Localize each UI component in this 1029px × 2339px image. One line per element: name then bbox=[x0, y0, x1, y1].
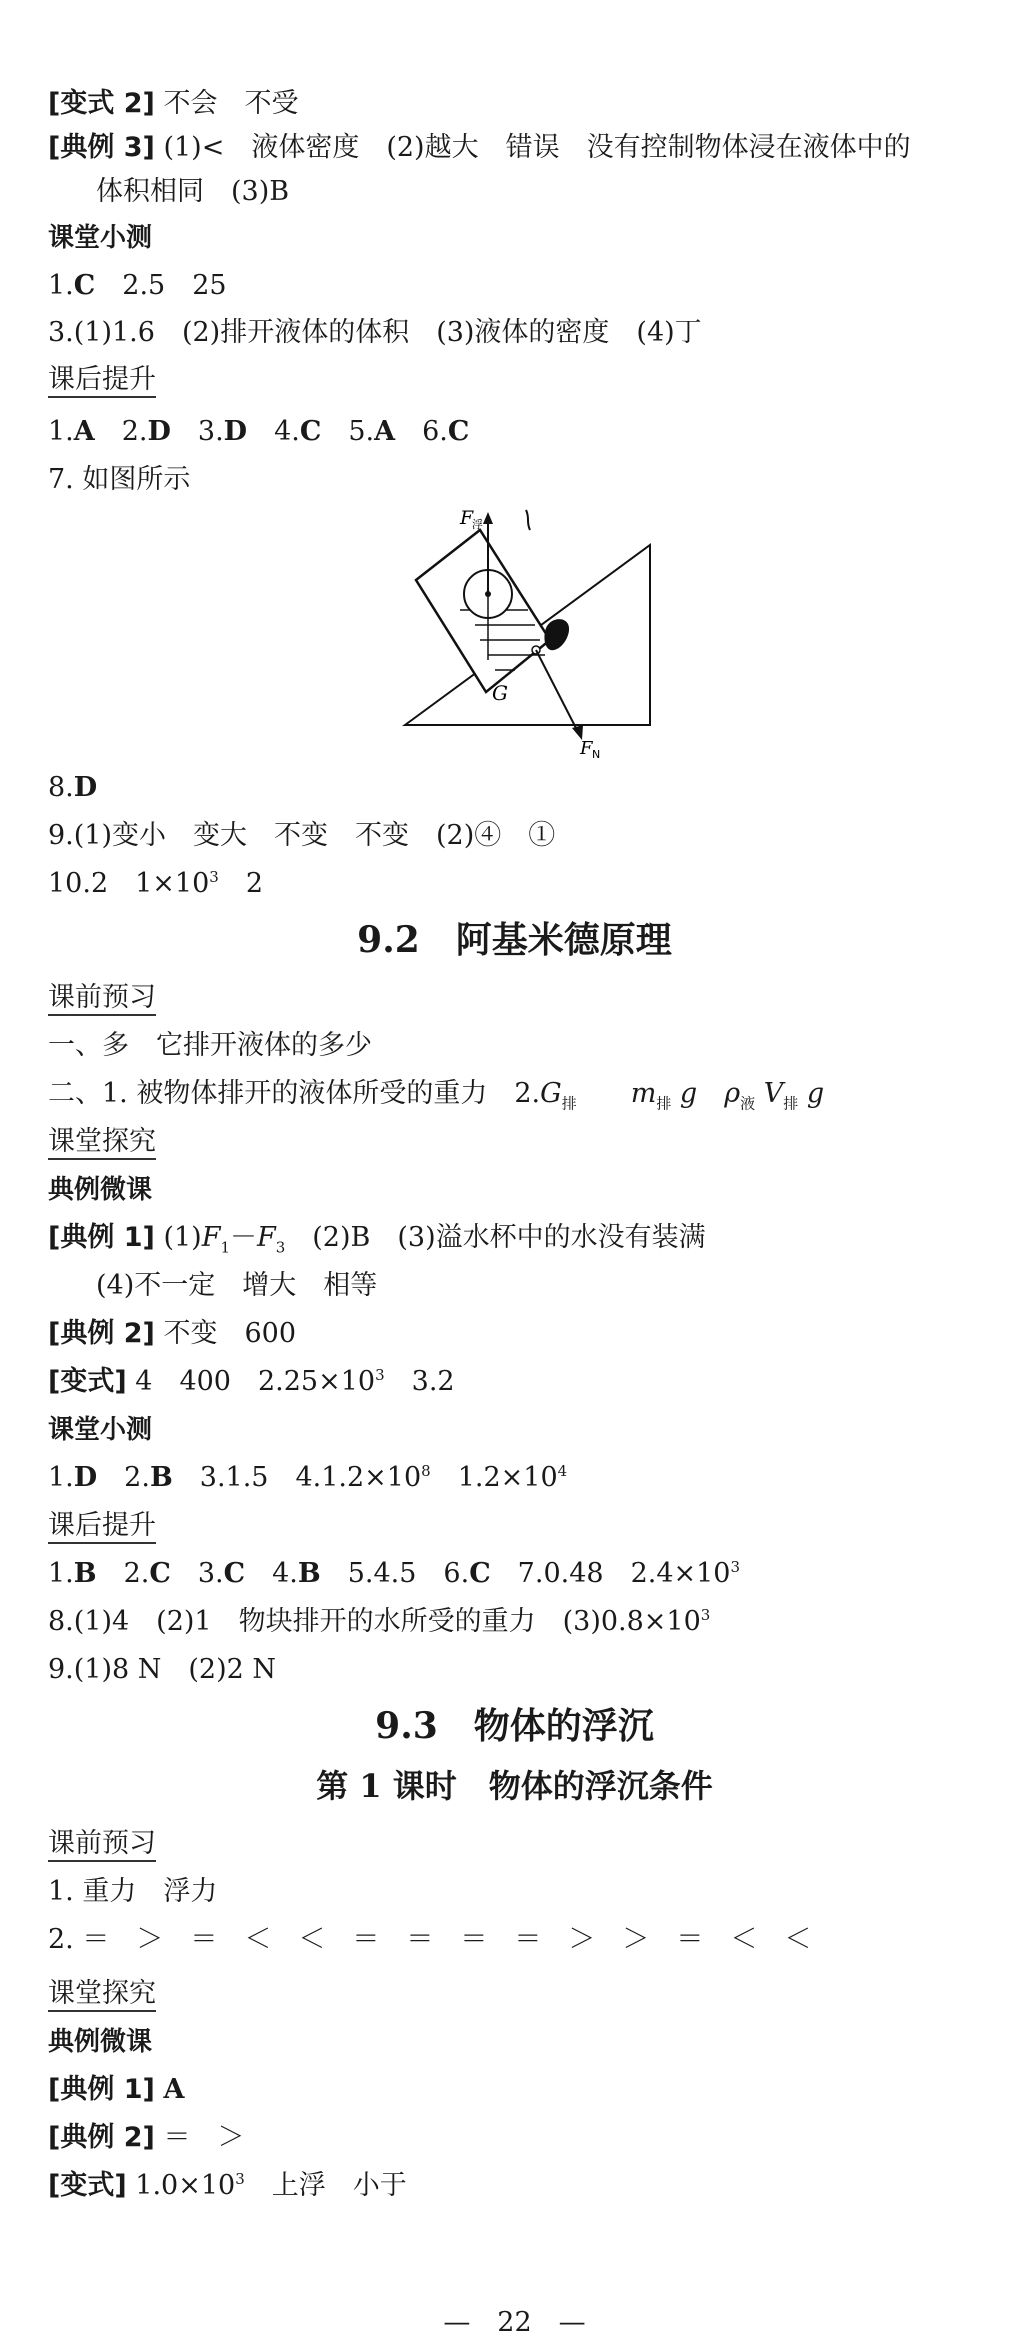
choice: D bbox=[73, 772, 98, 803]
quiz-answers bbox=[48, 1460, 567, 1496]
num: 4. bbox=[245, 1558, 298, 1589]
text: 3.2 bbox=[384, 1366, 455, 1397]
num: 1. bbox=[48, 416, 74, 447]
variant-93 bbox=[48, 2168, 407, 2204]
text: ＝ ＞ bbox=[154, 2122, 245, 2153]
choice: B bbox=[73, 1558, 97, 1589]
text: 上浮 小于 bbox=[244, 2170, 407, 2201]
g-label: G bbox=[492, 681, 508, 705]
sym-f: F bbox=[201, 1222, 221, 1253]
choice: C bbox=[299, 416, 322, 447]
buoyancy-figure bbox=[400, 500, 660, 770]
num: 2. bbox=[96, 1558, 150, 1589]
example-1-93 bbox=[48, 2072, 184, 2108]
variant-line bbox=[48, 1364, 455, 1400]
q9-line-2: 9.(1)8 N (2)2 N bbox=[48, 1654, 277, 1685]
q8-line bbox=[48, 770, 97, 806]
example-1-line bbox=[48, 1220, 706, 1256]
heading-micro-lesson-2: 典例微课 bbox=[48, 2027, 153, 2057]
choice: D bbox=[223, 416, 248, 447]
normal-force-arrow bbox=[536, 650, 578, 732]
sup: 3 bbox=[235, 2170, 245, 2188]
after-class-answers-2 bbox=[48, 1556, 740, 1592]
text: 8.(1)4 (2)1 物块排开的水所受的重力 (3)0.8×10 bbox=[48, 1606, 701, 1637]
page-number: — 22 — bbox=[443, 2307, 586, 2338]
sym-f: F bbox=[256, 1222, 276, 1253]
sym-g: g bbox=[806, 1078, 825, 1109]
quiz-line-1 bbox=[48, 268, 227, 304]
heading-class-quiz-2: 课堂小测 bbox=[48, 1415, 153, 1445]
choice: B bbox=[149, 1462, 173, 1493]
heading-after-class-text: 课后提升 bbox=[48, 364, 156, 398]
section-title-9-3: 9.3 物体的浮沉 bbox=[375, 1705, 654, 1747]
example-2-line bbox=[48, 1316, 296, 1352]
sup: 8 bbox=[421, 1462, 431, 1480]
q7-line: 7. 如图所示 bbox=[48, 464, 191, 495]
choice: B bbox=[297, 1558, 321, 1589]
choice: C bbox=[469, 1558, 491, 1589]
sub: 1 bbox=[220, 1238, 230, 1257]
sym-g: G bbox=[540, 1078, 562, 1109]
example-2-93 bbox=[48, 2120, 244, 2156]
pre-study-line-2 bbox=[48, 1076, 824, 1112]
heading-class-explore bbox=[48, 1124, 156, 1160]
choice: C bbox=[447, 416, 470, 447]
sub: 排 bbox=[783, 1094, 799, 1113]
text: 4 400 2.25×10 bbox=[126, 1366, 376, 1397]
heading-class-quiz: 课堂小测 bbox=[48, 223, 153, 253]
heading-pre-study-text: 课前预习 bbox=[48, 1828, 156, 1862]
q10-b: 2 bbox=[218, 868, 264, 899]
choice: A bbox=[374, 416, 396, 447]
sup: 3 bbox=[730, 1558, 741, 1576]
heading-class-explore-text: 课堂探究 bbox=[48, 1126, 156, 1160]
f-float-subscript: 浮 bbox=[472, 518, 483, 531]
num: 6. bbox=[395, 416, 448, 447]
text: 1.0×10 bbox=[126, 2170, 236, 2201]
num: 4. bbox=[247, 416, 300, 447]
example-tag: [典例 2] bbox=[48, 1318, 155, 1349]
section-title-9-2: 9.2 阿基米德原理 bbox=[357, 919, 672, 961]
heading-after-class-2 bbox=[48, 1508, 156, 1544]
sup: 4 bbox=[557, 1462, 568, 1480]
example-3-continuation bbox=[96, 174, 289, 210]
q9-line: 9.(1)变小 变大 不变 不变 (2)④ ① bbox=[48, 820, 556, 851]
minus: － bbox=[229, 1222, 257, 1253]
pre-study-93-line-2: 2. ＝ ＞ ＝ ＜ ＜ ＝ ＝ ＝ ＝ ＞ ＞ ＝ ＜ ＜ bbox=[48, 1924, 812, 1955]
num: 1. bbox=[48, 1558, 74, 1589]
text: 7.0.48 2.4×10 bbox=[490, 1558, 731, 1589]
sym-rho: ρ bbox=[724, 1078, 741, 1109]
choice: D bbox=[73, 1462, 98, 1493]
text: (1) bbox=[154, 1222, 202, 1253]
num: 1. bbox=[48, 1462, 74, 1493]
quiz-line-3: 3.(1)1.6 (2)排开液体的体积 (3)液体的密度 (4)丁 bbox=[48, 317, 702, 348]
fn-subscript: N bbox=[592, 748, 601, 761]
sym-g: g bbox=[679, 1078, 698, 1109]
text: 二、1. 被物体排开的液体所受的重力 2. bbox=[48, 1078, 541, 1109]
lesson-subtitle: 第 1 课时 物体的浮沉条件 bbox=[316, 1767, 713, 1805]
num: 5.4.5 6. bbox=[320, 1558, 470, 1589]
sub: 排 bbox=[561, 1094, 577, 1113]
pre-study-93-line-1: 1. 重力 浮力 bbox=[48, 1876, 218, 1907]
sub: 液 bbox=[740, 1094, 756, 1113]
text: 不变 600 bbox=[154, 1318, 296, 1349]
heading-pre-study-text: 课前预习 bbox=[48, 982, 156, 1016]
q10-sup: 3 bbox=[209, 868, 219, 886]
heading-pre-study-2 bbox=[48, 1826, 156, 1862]
fn-label: F bbox=[580, 738, 593, 759]
heading-class-explore-2 bbox=[48, 1976, 156, 2012]
q10-line bbox=[48, 866, 263, 902]
heading-after-class-text: 课后提升 bbox=[48, 1510, 156, 1544]
ink-blot bbox=[544, 619, 569, 650]
text: (2)B (3)溢水杯中的水没有装满 bbox=[285, 1222, 706, 1253]
example-1-continuation: (4)不一定 增大 相等 bbox=[96, 1270, 378, 1301]
sub: 3 bbox=[275, 1238, 286, 1257]
after-class-answers bbox=[48, 414, 469, 450]
variant-tag: [变式] bbox=[48, 1366, 127, 1397]
heading-class-explore-text: 课堂探究 bbox=[48, 1978, 156, 2012]
example-tag: [典例 3] bbox=[48, 132, 155, 163]
pen-mark bbox=[526, 510, 530, 530]
sym-v: V bbox=[763, 1078, 784, 1109]
variant-2-line bbox=[48, 86, 298, 122]
heading-micro-lesson: 典例微课 bbox=[48, 1175, 153, 1205]
choice: D bbox=[147, 416, 171, 447]
example-tag: [典例 1] bbox=[48, 1222, 155, 1253]
num: 2. bbox=[97, 1462, 150, 1493]
sup: 3 bbox=[375, 1366, 385, 1384]
num: 8. bbox=[48, 772, 74, 803]
q8-line-2 bbox=[48, 1604, 710, 1640]
num: 5. bbox=[321, 416, 375, 447]
choice: A bbox=[163, 2074, 185, 2105]
heading-after-class bbox=[48, 362, 156, 398]
text: 3.1.5 4.1.2×10 bbox=[172, 1462, 422, 1493]
pre-study-line-1: 一、多 它排开液体的多少 bbox=[48, 1030, 372, 1061]
example-answer: (1)< 液体密度 (2)越大 错误 没有控制物体浸在液体中的 bbox=[154, 132, 911, 163]
sym-m: m bbox=[630, 1078, 657, 1109]
text: 1.2×10 bbox=[430, 1462, 558, 1493]
q10-a: 10.2 1×10 bbox=[48, 868, 210, 899]
example-tag: [典例 2] bbox=[48, 2122, 155, 2153]
buoyancy-arrowhead bbox=[483, 512, 493, 524]
q-num: 1. bbox=[48, 270, 74, 301]
num: 3. bbox=[170, 416, 224, 447]
variant-tag: [变式] bbox=[48, 2170, 127, 2201]
num: 3. bbox=[170, 1558, 224, 1589]
variant-answer: 不会 不受 bbox=[154, 88, 299, 119]
variant-tag: [变式 2] bbox=[48, 88, 155, 119]
f-float-label: F bbox=[460, 507, 474, 529]
example-answer-cont: 体积相同 (3)B bbox=[96, 176, 290, 207]
q-choice: C bbox=[73, 270, 96, 301]
choice: C bbox=[149, 1558, 171, 1589]
choice: C bbox=[223, 1558, 246, 1589]
sup: 3 bbox=[700, 1606, 711, 1624]
example-tag: [典例 1] bbox=[48, 2074, 155, 2105]
example-3-line bbox=[48, 130, 911, 166]
q-rest: 2.5 25 bbox=[95, 270, 227, 301]
num: 2. bbox=[94, 416, 148, 447]
sub: 排 bbox=[656, 1094, 672, 1113]
heading-pre-study bbox=[48, 980, 156, 1016]
choice: A bbox=[73, 416, 95, 447]
